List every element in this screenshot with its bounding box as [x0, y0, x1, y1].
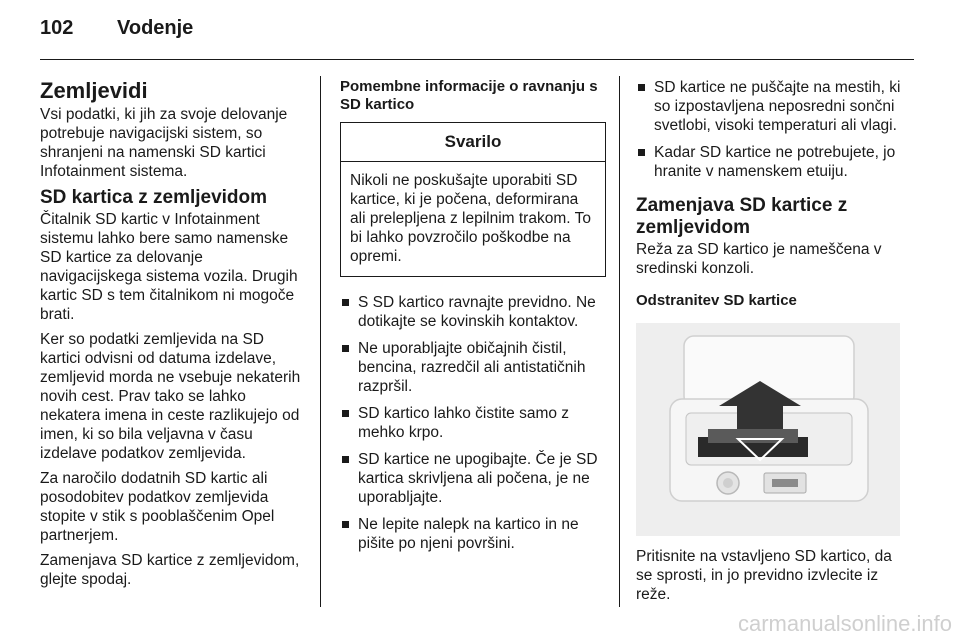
list-item-text: Ne lepite nalepk na kartico in ne pišite po njeni površini. — [358, 516, 579, 552]
list-item — [340, 515, 606, 553]
bullet-icon — [342, 410, 349, 417]
warning-box — [340, 122, 606, 277]
warning-text: Nikoli ne poskušajte uporabiti SD kartice, ki je počena, deformirana ali prelepljena z lepilnim trakom. To bi lahko povzročilo poškodbe na opremi. — [350, 172, 591, 265]
list-item — [340, 450, 606, 507]
list-item-text: S SD kartico ravnajte previdno. Ne dotikajte se kovinskih kontaktov. — [358, 294, 596, 330]
list-item — [340, 339, 606, 396]
paragraph: Ker so podatki zemljevida na SD kartici odvisni od datuma izdelave, zemljevid morda ne vsebuje nekaterih novih cest. Prav tako se lahko nekatera imena in ceste razlikujejo od imen, ki so bila veljavna v času izdelave podatkov zemljevida. — [40, 331, 301, 462]
column-2 — [340, 78, 606, 561]
paragraph: Čitalnik SD kartic v Infotainment sistemu lahko bere samo namenske SD kartice za delovanje navigacijskega sistema vozila. Drugih kartic SD s tem čitalnikom ni mogoče brati. — [40, 211, 298, 323]
bullet-icon — [638, 84, 645, 91]
bullet-icon — [638, 149, 645, 156]
paragraph: Za naročilo dodatnih SD kartic ali posodobitev podatkov zemljevida stopite v stik s pooblaščenim Opel partnerjem. — [40, 470, 275, 544]
page-number: 102 — [40, 17, 74, 39]
sd-slot-illustration — [636, 323, 900, 536]
list-item — [340, 293, 606, 331]
sd-card-removal-illustration — [636, 323, 900, 536]
watermark: carmanualsonline.info — [737, 611, 952, 636]
chapter-title: Vodenje — [117, 17, 194, 39]
page-header — [40, 17, 194, 40]
column-divider-1 — [320, 76, 321, 607]
list-item-text: SD kartico lahko čistite samo z mehko krpo. — [358, 405, 570, 441]
figure-caption: Pritisnite na vstavljeno SD kartico, da se sprosti, in jo previdno izvlecite iz reže. — [636, 548, 892, 603]
warning-title: Svarilo — [341, 123, 605, 162]
intro-paragraph: Vsi podatki, ki jih za svoje delovanje potrebuje navigacijski sistem, so shranjeni na namenski SD kartici Infotainment sistema. — [40, 106, 288, 180]
section-heading: Zamenjava SD kartice z zemljevidom — [636, 195, 848, 238]
paragraph: Reža za SD kartico je nameščena v sredinski konzoli. — [636, 241, 882, 277]
header-rule — [40, 59, 914, 60]
section-heading: Pomembne informacije o ravnanju s SD kartico — [340, 78, 598, 113]
subsection-heading: SD kartica z zemljevidom — [40, 187, 268, 208]
bullet-icon — [342, 456, 349, 463]
list-item-text: SD kartice ne puščajte na mestih, ki so izpostavljena neposredni sončni svetlobi, visoki temperaturi ali vlagi. — [654, 79, 901, 134]
bullet-icon — [342, 299, 349, 306]
column-divider-2 — [619, 76, 620, 607]
column-3 — [636, 78, 902, 610]
section-heading: Zemljevidi — [40, 78, 148, 103]
bullet-icon — [342, 345, 349, 352]
column-1 — [40, 78, 308, 595]
list-item-text: Kadar SD kartice ne potrebujete, jo hranite v namenskem etuiju. — [654, 144, 896, 180]
paragraph: Zamenjava SD kartice z zemljevidom, glejte spodaj. — [40, 552, 300, 588]
list-item — [340, 404, 606, 442]
list-item — [636, 143, 902, 181]
list-item — [636, 78, 902, 135]
subsection-heading: Odstranitev SD kartice — [636, 292, 797, 309]
bullet-icon — [342, 521, 349, 528]
list-item-text: Ne uporabljajte običajnih čistil, bencina, razredčil ali antistatičnih razpršil. — [358, 340, 586, 395]
list-item-text: SD kartice ne upogibajte. Če je SD kartica skrivljena ali počena, je ne uporabljajte. — [358, 451, 598, 506]
